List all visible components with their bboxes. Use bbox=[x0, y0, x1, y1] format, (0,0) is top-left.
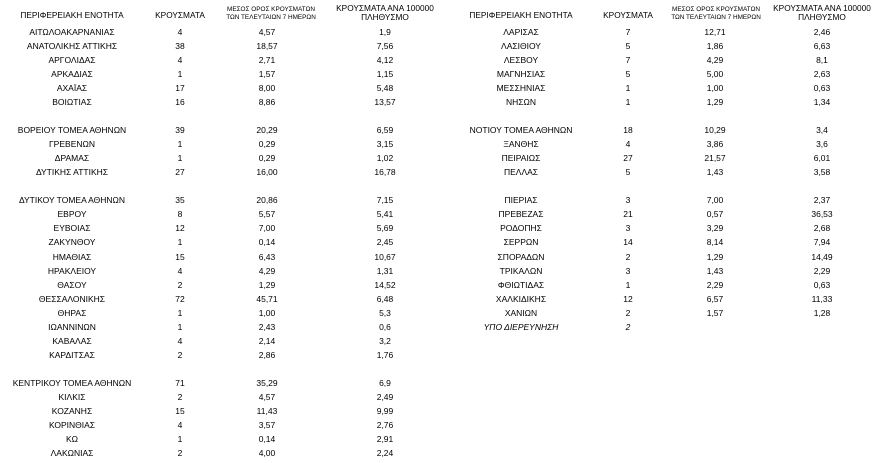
cell-region: ΦΘΙΩΤΙΔΑΣ bbox=[497, 280, 545, 290]
cell-cases: 1 bbox=[177, 69, 183, 79]
cell-avg7: 20,29 bbox=[256, 125, 278, 135]
cell-region: ΚΟΡΙΝΘΙΑΣ bbox=[48, 420, 96, 430]
cell-region: ΛΑΚΩΝΙΑΣ bbox=[50, 448, 94, 458]
cell-avg7: 35,29 bbox=[256, 378, 278, 388]
cell-per100k: 5,69 bbox=[376, 223, 394, 233]
cell-per100k: 4,12 bbox=[376, 55, 394, 65]
cell-avg7: 45,71 bbox=[256, 294, 278, 304]
cell-cases: 8 bbox=[177, 209, 183, 219]
cell-region: ΔΥΤΙΚΟΥ ΤΟΜΕΑ ΑΘΗΝΩΝ bbox=[18, 195, 126, 205]
cell-avg7: 2,43 bbox=[258, 322, 276, 332]
cell-per100k: 6,9 bbox=[379, 378, 391, 388]
cell-per100k: 14,49 bbox=[811, 252, 833, 262]
cell-per100k: 2,24 bbox=[376, 448, 394, 458]
cell-avg7: 1,43 bbox=[706, 167, 724, 177]
cell-avg7: 4,29 bbox=[258, 266, 276, 276]
cell-region: ΠΡΕΒΕΖΑΣ bbox=[498, 209, 544, 219]
cell-avg7: 4,57 bbox=[258, 392, 276, 402]
cell-cases: 71 bbox=[175, 378, 185, 388]
cell-region: ΠΕΛΛΑΣ bbox=[503, 167, 539, 177]
cell-per100k: 3,6 bbox=[816, 139, 828, 149]
cell-cases: 5 bbox=[625, 167, 631, 177]
cell-avg7: 1,57 bbox=[706, 308, 724, 318]
cell-region: ΛΕΣΒΟΥ bbox=[503, 55, 539, 65]
cell-cases: 39 bbox=[175, 125, 185, 135]
cell-cases: 1 bbox=[625, 83, 631, 93]
cell-region: ΜΑΓΝΗΣΙΑΣ bbox=[496, 69, 546, 79]
cell-region: ΕΒΡΟΥ bbox=[57, 209, 87, 219]
cell-region: ΒΟΡΕΙΟΥ ΤΟΜΕΑ ΑΘΗΝΩΝ bbox=[17, 125, 127, 135]
cell-cases: 1 bbox=[177, 237, 183, 247]
cell-per100k: 1,02 bbox=[376, 153, 394, 163]
cell-region: ΑΧΑΪΑΣ bbox=[56, 83, 88, 93]
cell-cases: 35 bbox=[175, 195, 185, 205]
left-header-avg7-line2: ΤΩΝ ΤΕΛΕΥΤΑΙΩΝ 7 ΗΜΕΡΩΝ bbox=[226, 14, 316, 21]
cell-cases: 18 bbox=[623, 125, 633, 135]
cell-per100k: 2,49 bbox=[376, 392, 394, 402]
left-header-per100k-line2: ΠΛΗΘΥΣΜΟ bbox=[361, 12, 409, 22]
cell-cases: 15 bbox=[175, 406, 185, 416]
cell-avg7: 4,00 bbox=[258, 448, 276, 458]
cell-cases: 2 bbox=[177, 350, 183, 360]
cell-cases: 27 bbox=[623, 153, 633, 163]
cell-per100k: 36,53 bbox=[811, 209, 833, 219]
cell-avg7: 6,57 bbox=[706, 294, 724, 304]
cell-cases: 72 bbox=[175, 294, 185, 304]
cell-avg7: 1,29 bbox=[706, 97, 724, 107]
left-header-region: ΠΕΡΙΦΕΡΕΙΑΚΗ ΕΝΟΤΗΤΑ bbox=[20, 10, 124, 20]
cell-cases: 27 bbox=[175, 167, 185, 177]
cell-region: ΘΗΡΑΣ bbox=[57, 308, 87, 318]
cell-avg7: 0,29 bbox=[258, 153, 276, 163]
cell-cases: 1 bbox=[177, 434, 183, 444]
cell-avg7: 16,00 bbox=[256, 167, 278, 177]
cell-region: ΥΠΟ ΔΙΕΡΕΥΝΗΣΗ bbox=[483, 322, 559, 332]
cell-avg7: 7,00 bbox=[258, 223, 276, 233]
cell-per100k: 3,2 bbox=[379, 336, 391, 346]
cell-region: ΧΑΛΚΙΔΙΚΗΣ bbox=[495, 294, 547, 304]
cell-avg7: 7,00 bbox=[706, 195, 724, 205]
cell-region: ΚΑΒΑΛΑΣ bbox=[52, 336, 92, 346]
cell-region: ΑΡΓΟΛΙΔΑΣ bbox=[48, 55, 96, 65]
cell-per100k: 0,63 bbox=[813, 280, 831, 290]
cell-cases: 4 bbox=[177, 27, 183, 37]
cell-avg7: 5,00 bbox=[706, 69, 724, 79]
right-header-region: ΠΕΡΙΦΕΡΕΙΑΚΗ ΕΝΟΤΗΤΑ bbox=[469, 10, 573, 20]
cell-avg7: 18,57 bbox=[256, 41, 278, 51]
left-header-per100k-line1: ΚΡΟΥΣΜΑΤΑ ΑΝΑ 100000 bbox=[336, 3, 434, 13]
cell-cases: 2 bbox=[177, 448, 183, 458]
left-header-avg7-line1: ΜΕΣΟΣ ΟΡΟΣ ΚΡΟΥΣΜΑΤΩΝ bbox=[227, 6, 315, 13]
cell-cases: 7 bbox=[625, 55, 631, 65]
cell-region: ΒΟΙΩΤΙΑΣ bbox=[52, 97, 92, 107]
cell-region: ΚΩ bbox=[65, 434, 79, 444]
cell-cases: 1 bbox=[177, 308, 183, 318]
cell-per100k: 6,48 bbox=[376, 294, 394, 304]
cell-region: ΛΑΣΙΘΙΟΥ bbox=[501, 41, 541, 51]
cell-cases: 2 bbox=[625, 308, 631, 318]
cell-cases: 2 bbox=[177, 392, 183, 402]
cell-cases: 5 bbox=[625, 69, 631, 79]
cell-region: ΚΟΖΑΝΗΣ bbox=[51, 406, 93, 416]
cell-per100k: 2,63 bbox=[813, 69, 831, 79]
cell-avg7: 5,57 bbox=[258, 209, 276, 219]
cell-cases: 15 bbox=[175, 252, 185, 262]
cell-avg7: 4,29 bbox=[706, 55, 724, 65]
cell-avg7: 2,29 bbox=[706, 280, 724, 290]
cell-region: ΔΥΤΙΚΗΣ ΑΤΤΙΚΗΣ bbox=[35, 167, 109, 177]
cell-avg7: 1,29 bbox=[258, 280, 276, 290]
cell-avg7: 1,86 bbox=[706, 41, 724, 51]
cell-cases: 1 bbox=[625, 97, 631, 107]
cell-cases: 16 bbox=[175, 97, 185, 107]
cell-per100k: 2,29 bbox=[813, 266, 831, 276]
cell-cases: 1 bbox=[177, 322, 183, 332]
cell-per100k: 9,99 bbox=[376, 406, 394, 416]
cell-region: ΝΟΤΙΟΥ ΤΟΜΕΑ ΑΘΗΝΩΝ bbox=[469, 125, 573, 135]
cell-cases: 3 bbox=[625, 195, 631, 205]
cell-per100k: 11,33 bbox=[811, 294, 833, 304]
cell-region: ΣΕΡΡΩΝ bbox=[503, 237, 539, 247]
cell-region: ΔΡΑΜΑΣ bbox=[54, 153, 90, 163]
cell-cases: 21 bbox=[623, 209, 633, 219]
cell-avg7: 1,43 bbox=[706, 266, 724, 276]
cell-avg7: 12,71 bbox=[704, 27, 726, 37]
cell-region: ΘΑΣΟΥ bbox=[57, 280, 87, 290]
cell-region: ΜΕΣΣΗΝΙΑΣ bbox=[496, 83, 546, 93]
cell-avg7: 0,14 bbox=[258, 237, 276, 247]
cell-cases: 4 bbox=[177, 420, 183, 430]
cell-per100k: 5,41 bbox=[376, 209, 394, 219]
cell-avg7: 8,86 bbox=[258, 97, 276, 107]
cell-per100k: 3,4 bbox=[816, 125, 828, 135]
cell-per100k: 0,6 bbox=[379, 322, 391, 332]
cell-region: ΖΑΚΥΝΘΟΥ bbox=[48, 237, 96, 247]
cell-per100k: 3,15 bbox=[376, 139, 394, 149]
cell-region: ΗΜΑΘΙΑΣ bbox=[52, 252, 92, 262]
cell-region: ΑΝΑΤΟΛΙΚΗΣ ΑΤΤΙΚΗΣ bbox=[26, 41, 118, 51]
right-header-cases: ΚΡΟΥΣΜΑΤΑ bbox=[603, 10, 653, 20]
cell-region: ΛΑΡΙΣΑΣ bbox=[503, 27, 539, 37]
cell-cases: 2 bbox=[625, 252, 631, 262]
right-header-per100k-line2: ΠΛΗΘΥΣΜΟ bbox=[798, 12, 846, 22]
cell-cases: 12 bbox=[175, 223, 185, 233]
left-header-per100k bbox=[325, 4, 445, 22]
cell-per100k: 2,68 bbox=[813, 223, 831, 233]
cell-region: ΙΩΑΝΝΙΝΩΝ bbox=[48, 322, 96, 332]
cell-per100k: 5,3 bbox=[379, 308, 391, 318]
cell-cases: 2 bbox=[177, 280, 183, 290]
cell-per100k: 6,59 bbox=[376, 125, 394, 135]
cell-region: ΓΡΕΒΕΝΩΝ bbox=[49, 139, 95, 149]
right-header-per100k-line1: ΚΡΟΥΣΜΑΤΑ ΑΝΑ 100000 bbox=[773, 3, 871, 13]
cell-per100k: 8,1 bbox=[816, 55, 828, 65]
cell-cases: 5 bbox=[625, 41, 631, 51]
cell-per100k: 6,63 bbox=[813, 41, 831, 51]
cell-cases: 3 bbox=[625, 266, 631, 276]
cell-cases: 1 bbox=[177, 153, 183, 163]
cell-cases: 3 bbox=[625, 223, 631, 233]
cell-avg7: 3,86 bbox=[706, 139, 724, 149]
cell-cases: 4 bbox=[177, 336, 183, 346]
cell-region: ΡΟΔΟΠΗΣ bbox=[500, 223, 542, 233]
cell-avg7: 4,57 bbox=[258, 27, 276, 37]
cell-per100k: 2,45 bbox=[376, 237, 394, 247]
cell-region: ΕΥΒΟΙΑΣ bbox=[53, 223, 91, 233]
cell-region: ΣΠΟΡΑΔΩΝ bbox=[497, 252, 545, 262]
cell-cases: 12 bbox=[623, 294, 633, 304]
cell-per100k: 2,37 bbox=[813, 195, 831, 205]
cell-region: ΤΡΙΚΑΛΩΝ bbox=[499, 266, 543, 276]
cell-region: ΠΙΕΡΙΑΣ bbox=[504, 195, 538, 205]
cell-region: ΑΡΚΑΔΙΑΣ bbox=[51, 69, 93, 79]
cell-region: ΝΗΣΩΝ bbox=[505, 97, 537, 107]
cell-per100k: 16,78 bbox=[374, 167, 396, 177]
cell-cases: 1 bbox=[177, 139, 183, 149]
cell-cases: 17 bbox=[175, 83, 185, 93]
cell-per100k: 7,94 bbox=[813, 237, 831, 247]
cell-avg7: 3,57 bbox=[258, 420, 276, 430]
cell-cases: 38 bbox=[175, 41, 185, 51]
cell-per100k: 5,48 bbox=[376, 83, 394, 93]
cell-avg7: 8,00 bbox=[258, 83, 276, 93]
cell-avg7: 0,14 bbox=[258, 434, 276, 444]
cell-cases: 4 bbox=[177, 266, 183, 276]
right-header-avg7 bbox=[656, 6, 776, 22]
cell-region: ΗΡΑΚΛΕΙΟΥ bbox=[47, 266, 97, 276]
cell-avg7: 10,29 bbox=[704, 125, 726, 135]
cell-region: ΚΕΝΤΡΙΚΟΥ ΤΟΜΕΑ ΑΘΗΝΩΝ bbox=[12, 378, 132, 388]
cell-per100k: 14,52 bbox=[374, 280, 396, 290]
left-header-cases: ΚΡΟΥΣΜΑΤΑ bbox=[155, 10, 205, 20]
cell-avg7: 0,57 bbox=[706, 209, 724, 219]
cell-per100k: 3,58 bbox=[813, 167, 831, 177]
cell-region: ΧΑΝΙΩΝ bbox=[504, 308, 538, 318]
cell-region: ΠΕΙΡΑΙΩΣ bbox=[501, 153, 541, 163]
left-header-avg7 bbox=[211, 6, 331, 22]
cell-avg7: 2,14 bbox=[258, 336, 276, 346]
cell-avg7: 20,86 bbox=[256, 195, 278, 205]
cell-cases: 14 bbox=[623, 237, 633, 247]
cell-per100k: 1,28 bbox=[813, 308, 831, 318]
cell-avg7: 11,43 bbox=[256, 406, 278, 416]
right-header-avg7-line1: ΜΕΣΟΣ ΟΡΟΣ ΚΡΟΥΣΜΑΤΩΝ bbox=[672, 6, 760, 13]
cell-avg7: 21,57 bbox=[704, 153, 726, 163]
right-header-per100k bbox=[762, 4, 882, 22]
cell-region: ΚΑΡΔΙΤΣΑΣ bbox=[49, 350, 95, 360]
cell-per100k: 2,76 bbox=[376, 420, 394, 430]
cell-avg7: 0,29 bbox=[258, 139, 276, 149]
cell-region: ΘΕΣΣΑΛΟΝΙΚΗΣ bbox=[38, 294, 106, 304]
cell-region: ΑΙΤΩΛΟΑΚΑΡΝΑΝΙΑΣ bbox=[29, 27, 115, 37]
cell-cases: 4 bbox=[625, 139, 631, 149]
cell-avg7: 3,29 bbox=[706, 223, 724, 233]
cell-per100k: 13,57 bbox=[374, 97, 396, 107]
cell-per100k: 1,31 bbox=[376, 266, 394, 276]
cell-per100k: 10,67 bbox=[374, 252, 396, 262]
cell-per100k: 2,46 bbox=[813, 27, 831, 37]
cell-avg7: 1,00 bbox=[706, 83, 724, 93]
cell-avg7: 6,43 bbox=[258, 252, 276, 262]
cell-per100k: 1,9 bbox=[379, 27, 391, 37]
right-header-avg7-line2: ΤΩΝ ΤΕΛΕΥΤΑΙΩΝ 7 ΗΜΕΡΩΝ bbox=[671, 14, 761, 21]
cell-cases: 4 bbox=[177, 55, 183, 65]
cell-avg7: 1,00 bbox=[258, 308, 276, 318]
cell-per100k: 0,63 bbox=[813, 83, 831, 93]
cell-avg7: 2,71 bbox=[258, 55, 276, 65]
cell-region: ΚΙΛΚΙΣ bbox=[58, 392, 86, 402]
cell-cases: 7 bbox=[625, 27, 631, 37]
cell-avg7: 1,29 bbox=[706, 252, 724, 262]
cell-per100k: 1,15 bbox=[376, 69, 394, 79]
cell-per100k: 1,34 bbox=[813, 97, 831, 107]
cell-cases: 2 bbox=[625, 322, 631, 332]
cell-per100k: 7,56 bbox=[376, 41, 394, 51]
cell-per100k: 6,01 bbox=[813, 153, 831, 163]
cell-region: ΞΑΝΘΗΣ bbox=[503, 139, 539, 149]
cell-cases: 1 bbox=[625, 280, 631, 290]
cell-avg7: 2,86 bbox=[258, 350, 276, 360]
cell-per100k: 7,15 bbox=[376, 195, 394, 205]
cell-avg7: 8,14 bbox=[706, 237, 724, 247]
cell-per100k: 1,76 bbox=[376, 350, 394, 360]
cell-avg7: 1,57 bbox=[258, 69, 276, 79]
cell-per100k: 2,91 bbox=[376, 434, 394, 444]
